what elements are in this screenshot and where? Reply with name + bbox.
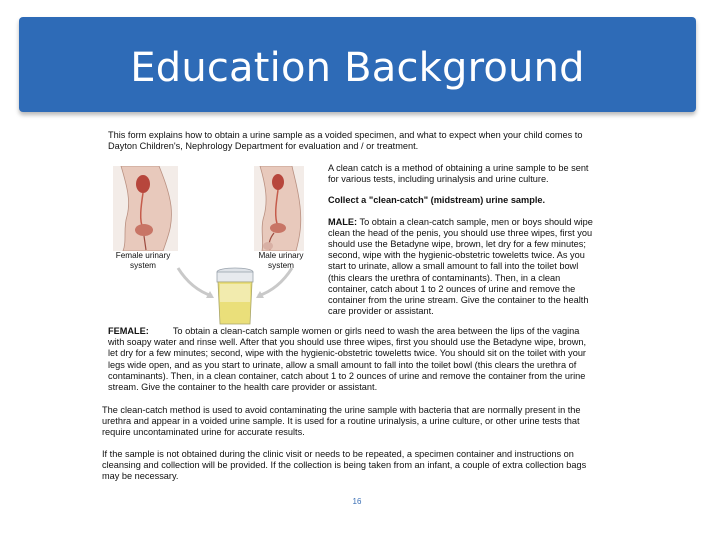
page-number: 16 [352,497,362,506]
clean-catch-definition: A clean catch is a method of obtaining a urine sample to be sent for various tests, including urinalysis and urine culture. [328,163,589,185]
male-label: MALE: [328,216,358,227]
female-text: To obtain a clean-catch sample women or girls need to wash the area between the lips of the vagina with soapy water and rinse well. After that you should use three wipes, first you should use the Betadyne wipe, brown, let dry for a few minutes; second, wipe with the hygienic-obstetric toweletts twice. You should sit on the toilet with your legs wide open, and as you start to urinate, allow a small amount to fall into the toilet bowl (this clears the urethra of contaminants). Then, in a clean container, catch about 1 to 2 ounces of urine and remove the container from the urine stream. Give the container to the health care provider or assistant. [108,326,587,393]
right-column [328,163,598,327]
caption-female: Female urinary system [115,251,171,270]
urine-cup-illustration [170,262,300,332]
male-urinary-system-illustration [254,166,304,251]
male-text: To obtain a clean-catch sample, men or boys should wipe clean the head of the penis, you should use three wipes, first you should use the Betadyne wipe, brown, let dry for a few minutes; second, wipe with the hygienic-obstetric toweletts twice. As you start to urinate, allow a small amount to fall into the toilet bowl (this clears the urethra of contaminants). Then, in a clean container, catch about 1 to 2 ounces of urine and remove the container from the urine stream. Give the container to the health care provider or assistant. [328,216,593,317]
female-urinary-system-illustration [113,166,178,251]
male-instructions [328,217,598,318]
slide-title: Education Background [130,44,585,91]
arrow-icon [178,268,212,296]
caption-male: Male urinary system [258,251,304,270]
purpose-paragraph: The clean-catch method is used to avoid contaminating the urine sample with bacteria that are normally present in the urethra and appear in a voided urine sample. It is used for a routine urinalysis, a urine culture, or other urine tests that require uncontaminated urine for accurate results. [102,405,581,438]
collect-heading: Collect a "clean-catch" (midstream) urine sample. [328,195,546,206]
title-bar [19,17,696,112]
intro-paragraph: This form explains how to obtain a urine sample as a voided specimen, and what to expect when your child comes to Dayton Children's, Nephrology Department for evaluation and / or treatment. [108,130,583,152]
female-instructions [108,326,598,393]
not-obtained-paragraph: If the sample is not obtained during the clinic visit or needs to be repeated, a specimen container and instructions on cleansing and collection will be provided. If the collection is being taken from an infant, a couple of extra collection bags may be necessary. [102,449,587,482]
female-label: FEMALE: [108,326,149,336]
arrow-icon [258,268,292,296]
